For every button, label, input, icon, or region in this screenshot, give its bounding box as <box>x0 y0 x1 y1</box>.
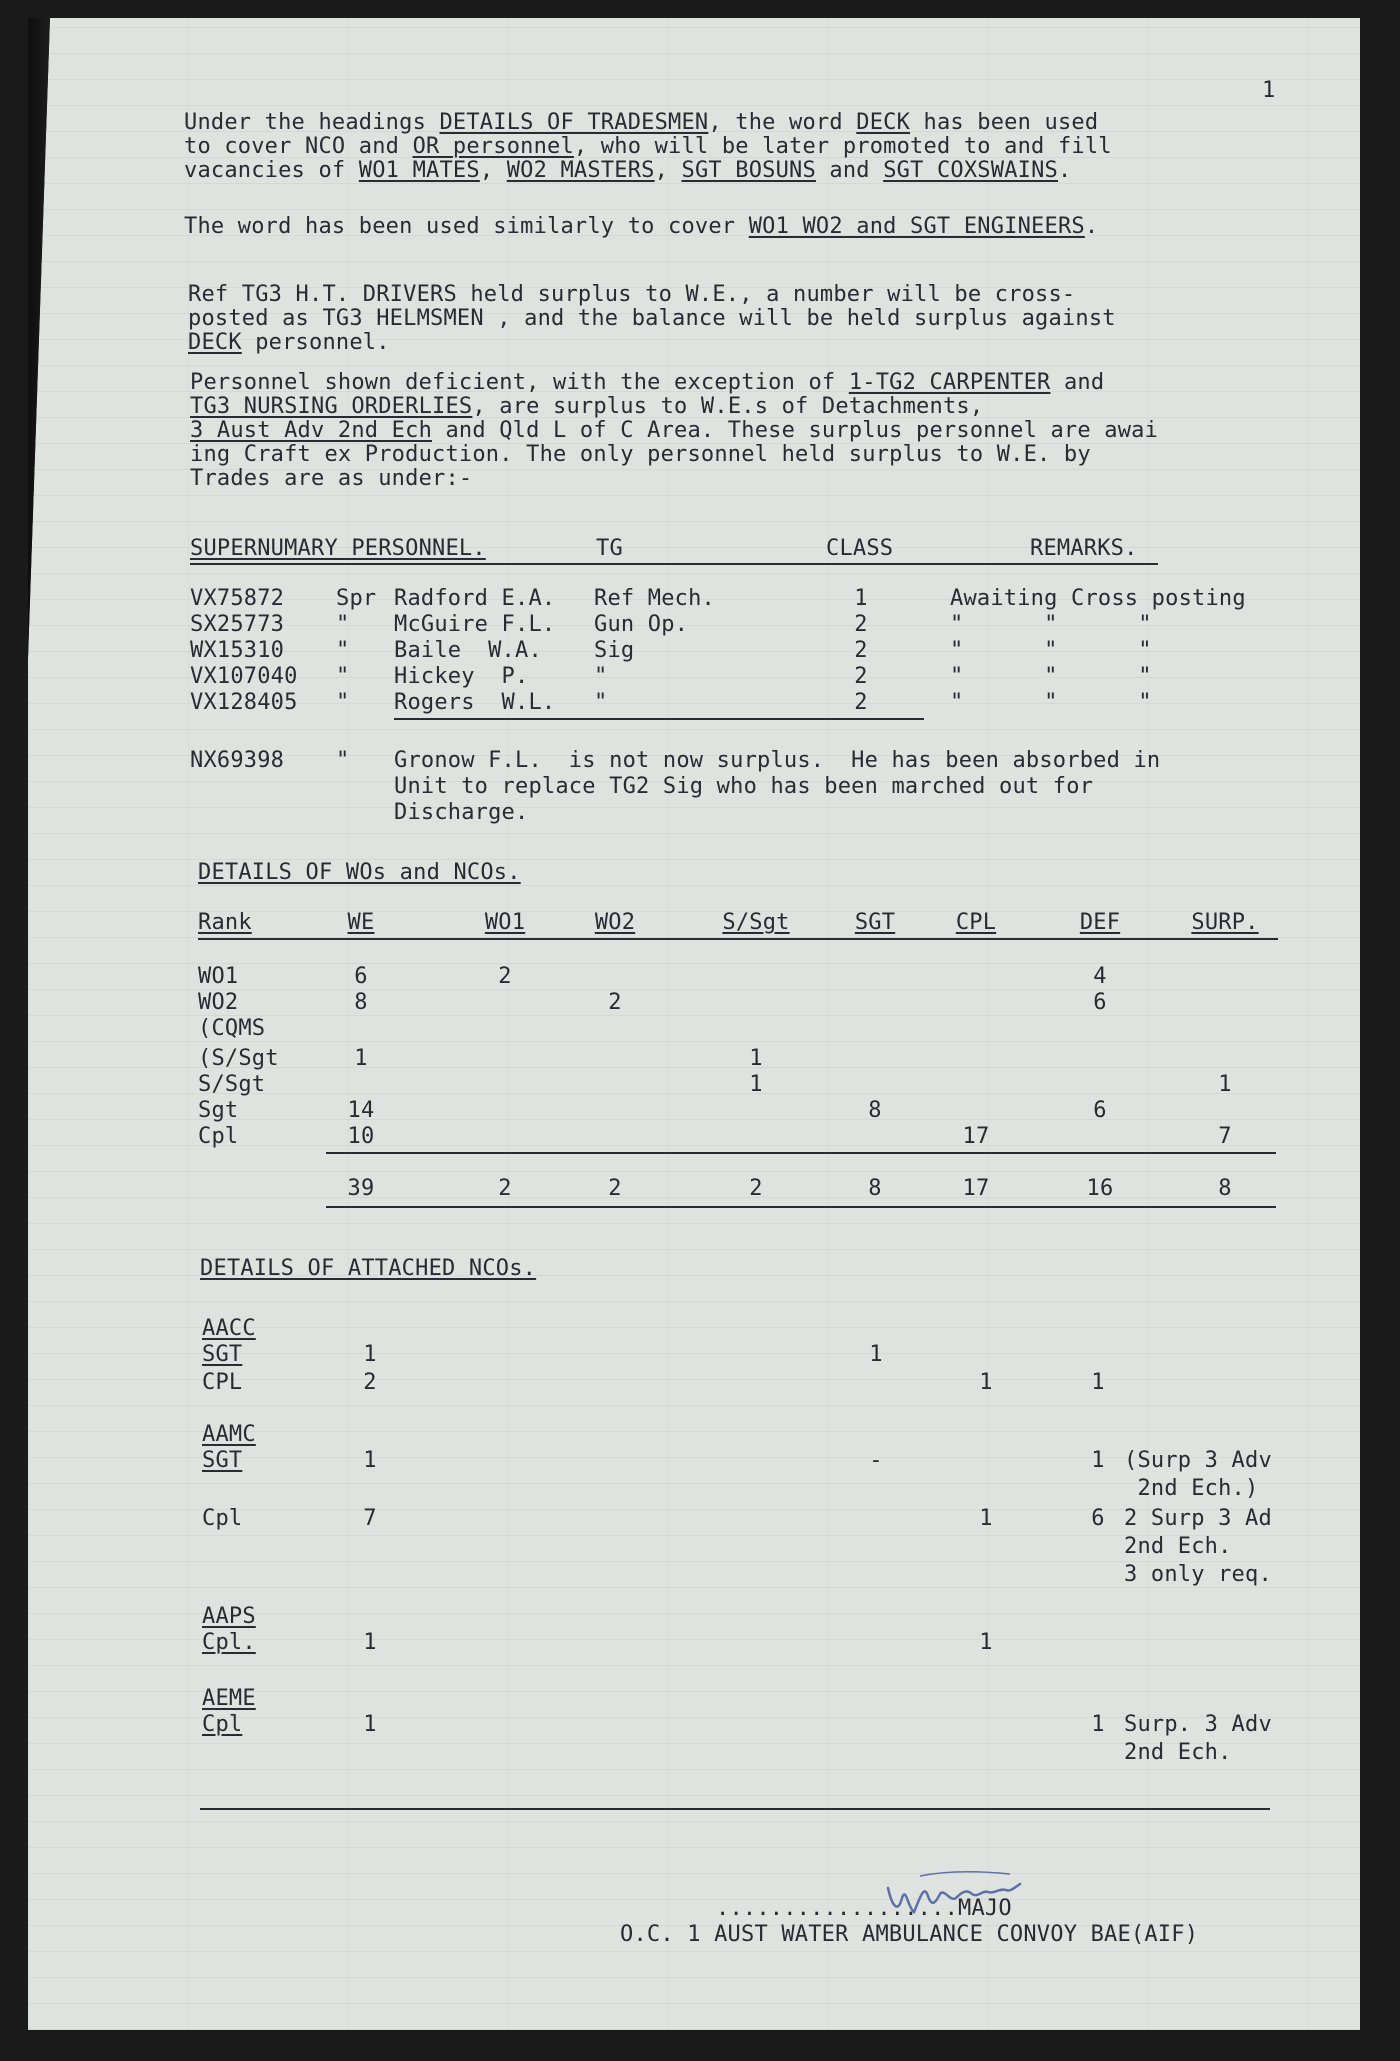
wos-value: 8 <box>868 1098 882 1123</box>
wos-value: 8 <box>354 990 368 1015</box>
attached-def: 6 <box>1091 1506 1105 1531</box>
attached-rank: CPL <box>202 1370 243 1395</box>
class-value: 1 <box>854 586 868 611</box>
page-number: 1 <box>1262 78 1276 103</box>
remarks-header: REMARKS. <box>1030 536 1138 561</box>
attached-cpl: 1 <box>979 1370 993 1395</box>
note-line: Gronow F.L. is not now surplus. He has been absorbed in <box>394 748 1161 773</box>
wos-total: 2 <box>749 1176 763 1201</box>
attached-def: 1 <box>1091 1712 1105 1737</box>
paragraph-4-line-part: 3 Aust Adv 2nd Ech <box>190 418 433 443</box>
wos-total: 2 <box>608 1176 622 1201</box>
paragraph-1-line-part: SGT BOSUNS <box>681 158 816 183</box>
paragraph-3-line <box>188 330 390 356</box>
attached-we: 2 <box>363 1370 377 1395</box>
paragraph-3-line <box>188 306 1116 332</box>
wos-value: 1 <box>749 1072 763 1097</box>
wos-value: 2 <box>498 964 512 989</box>
attached-rank: SGT <box>202 1448 243 1473</box>
paragraph-4-line-part: Trades are as under:- <box>190 466 473 491</box>
paragraph-4-line <box>190 466 472 492</box>
wos-col-header: DEF <box>1079 910 1121 935</box>
trade: Ref Mech. <box>594 586 716 611</box>
wos-header-rule <box>198 938 1278 940</box>
class-value: 2 <box>854 638 868 663</box>
attached-remark: 2 Surp 3 Ad <box>1124 1506 1272 1531</box>
paragraph-1-line-part: has been used <box>910 110 1099 135</box>
attached-sgt: - <box>869 1448 883 1473</box>
trade: Gun Op. <box>594 612 689 637</box>
wos-value: 10 <box>347 1124 375 1149</box>
wos-value: 4 <box>1093 964 1107 989</box>
paragraph-4-line-part: , are surplus to W.E.s of Detachments, <box>472 394 984 419</box>
wos-value: 17 <box>962 1124 990 1149</box>
class-value: 2 <box>854 664 868 689</box>
wos-col-header: WE <box>347 910 375 935</box>
service-number: VX128405 <box>190 690 298 715</box>
paragraph-1-line-part: , who will be later promoted to and fill <box>573 134 1112 159</box>
rank: " <box>336 638 350 663</box>
service-number: VX107040 <box>190 664 298 689</box>
paragraph-4-line <box>190 418 1158 444</box>
paragraph-1-line-part: , the word <box>708 110 857 135</box>
paragraph-4-line-part: Personnel shown deficient, with the exception of <box>190 370 849 395</box>
wos-col-header: CPL <box>955 910 997 935</box>
supernumary-header: SUPERNUMARY PERSONNEL. <box>190 536 486 561</box>
wos-bottom-rule <box>326 1206 1276 1208</box>
wos-value: 14 <box>347 1098 375 1123</box>
service-number: VX75872 <box>190 586 285 611</box>
wos-value: 6 <box>354 964 368 989</box>
corps-name: AEME <box>202 1686 256 1711</box>
wos-total: 39 <box>347 1176 375 1201</box>
wos-total: 16 <box>1086 1176 1114 1201</box>
service-number: SX25773 <box>190 612 285 637</box>
wos-rank: WO2 <box>198 990 239 1015</box>
attached-remark: 3 only req. <box>1124 1562 1272 1587</box>
wos-value: 1 <box>749 1046 763 1071</box>
attached-we: 7 <box>363 1506 377 1531</box>
name: Rogers W.L. <box>394 690 556 715</box>
paragraph-2-line-part: . <box>1084 214 1099 239</box>
name: Baile W.A. <box>394 638 542 663</box>
wos-rank: Cpl <box>198 1124 239 1149</box>
wos-table-title: DETAILS OF WOs and NCOs. <box>198 860 521 885</box>
paragraph-1-line-part: . <box>1057 158 1072 183</box>
attached-remark: (Surp 3 Adv <box>1124 1448 1272 1473</box>
name: Radford E.A. <box>394 586 556 611</box>
wos-col-header: WO2 <box>594 910 636 935</box>
rank: " <box>336 612 350 637</box>
trade: " <box>594 664 608 689</box>
note-line: Unit to replace TG2 Sig who has been marched out for <box>394 774 1094 799</box>
tg-header: TG <box>596 536 623 561</box>
paragraph-3-line <box>188 282 1075 308</box>
signature <box>880 1858 1050 1928</box>
wos-rank: S/Sgt <box>198 1072 266 1097</box>
wos-value: 6 <box>1093 990 1107 1015</box>
attached-rank: Cpl <box>202 1712 243 1737</box>
name: Hickey P. <box>394 664 529 689</box>
wos-col-header: WO1 <box>484 910 526 935</box>
paragraph-1-line-part: DETAILS OF TRADESMEN <box>439 110 709 135</box>
paragraph-1-line-part: OR personnel <box>412 134 574 159</box>
attached-remark: Surp. 3 Adv <box>1124 1712 1272 1737</box>
paragraph-4-line-part: and Qld L of C Area. These surplus personnel are awai <box>432 418 1159 443</box>
remarks: " " " <box>950 690 1152 715</box>
paragraph-4-line-part: TG3 NURSING ORDERLIES <box>190 394 473 419</box>
wos-total: 2 <box>498 1176 512 1201</box>
paragraph-4-line-part: and <box>1050 370 1105 395</box>
paragraph-1-line <box>184 110 1098 136</box>
corps-name: AAMC <box>202 1422 256 1447</box>
attached-sgt: 1 <box>869 1342 883 1367</box>
trade: " <box>594 690 608 715</box>
archive-footer <box>0 2038 1400 2061</box>
remarks: Awaiting Cross posting <box>950 586 1246 611</box>
paragraph-3-line-part: Ref TG3 H.T. DRIVERS held surplus to W.E., a number will be cross- <box>188 282 1076 307</box>
class-header: CLASS <box>826 536 894 561</box>
paragraph-1-line <box>184 158 1071 184</box>
paragraph-1-line-part: and <box>815 158 884 183</box>
wos-col-header: Rank <box>198 910 252 935</box>
wos-rank: (CQMS <box>198 1016 266 1041</box>
closing-rule <box>200 1808 1270 1810</box>
paragraph-4-line <box>190 442 1091 468</box>
attached-def: 1 <box>1091 1370 1105 1395</box>
note-service-number: NX69398 <box>190 748 285 773</box>
wos-rank: Sgt <box>198 1098 239 1123</box>
paragraph-2-line-part: WO1 WO2 and SGT ENGINEERS <box>748 214 1085 239</box>
paragraph-1-line-part: SGT COXSWAINS <box>883 158 1058 183</box>
supernumary-bottom-rule <box>394 718 924 720</box>
attached-rank: Cpl. <box>202 1630 256 1655</box>
paragraph-1-line-part: , <box>654 158 682 183</box>
rank: " <box>336 664 350 689</box>
attached-remark: 2nd Ech. <box>1124 1740 1232 1765</box>
attached-rank: Cpl <box>202 1506 243 1531</box>
attached-cpl: 1 <box>979 1506 993 1531</box>
signature-rank-line: ..................MAJO <box>716 1896 1012 1921</box>
wos-value: 1 <box>1218 1072 1232 1097</box>
remarks: " " " <box>950 664 1152 689</box>
note-line: Discharge. <box>394 800 529 825</box>
wos-col-header: SURP. <box>1191 910 1259 935</box>
wos-rank: (S/Sgt <box>198 1046 279 1071</box>
paragraph-2-line <box>184 214 1098 240</box>
paragraph-4-line <box>190 370 1104 396</box>
name: McGuire F.L. <box>394 612 556 637</box>
class-value: 2 <box>854 690 868 715</box>
note-rank: " <box>336 748 350 773</box>
attached-title: DETAILS OF ATTACHED NCOs. <box>200 1256 537 1281</box>
attached-rank: SGT <box>202 1342 243 1367</box>
paragraph-1-line-part: WO2 MASTERS <box>506 158 655 183</box>
paragraph-1-line-part: , <box>479 158 507 183</box>
trade: Sig <box>594 638 635 663</box>
attached-we: 1 <box>363 1342 377 1367</box>
supernumary-header-rule <box>190 563 1158 565</box>
attached-we: 1 <box>363 1630 377 1655</box>
wos-value: 1 <box>354 1046 368 1071</box>
paragraph-3-line-part: personnel. <box>241 330 390 355</box>
wos-total: 8 <box>1218 1176 1232 1201</box>
attached-remark: 2nd Ech.) <box>1124 1476 1259 1501</box>
wos-rank: WO1 <box>198 964 239 989</box>
wos-col-header: S/Sgt <box>722 910 790 935</box>
paragraph-1-line-part: to cover NCO and <box>184 134 413 159</box>
rank: " <box>336 690 350 715</box>
corps-name: AACC <box>202 1316 256 1341</box>
attached-def: 1 <box>1091 1448 1105 1473</box>
attached-cpl: 1 <box>979 1630 993 1655</box>
attached-we: 1 <box>363 1448 377 1473</box>
paragraph-3-line-part: posted as TG3 HELMSMEN , and the balance will be held surplus against <box>188 306 1116 331</box>
wos-total-rule <box>326 1152 1276 1154</box>
class-value: 2 <box>854 612 868 637</box>
paragraph-4-line-part: ing Craft ex Production. The only personnel held surplus to W.E. by <box>190 442 1091 467</box>
wos-col-header: SGT <box>854 910 896 935</box>
paragraph-1-line <box>184 134 1112 160</box>
remarks: " " " <box>950 638 1152 663</box>
paragraph-1-line-part: WO1 MATES <box>358 158 480 183</box>
wos-value: 2 <box>608 990 622 1015</box>
signature-title: O.C. 1 AUST WATER AMBULANCE CONVOY BAE(AIF) <box>620 1922 1199 1947</box>
paragraph-1-line-part: vacancies of <box>184 158 359 183</box>
wos-total: 17 <box>962 1176 990 1201</box>
paragraph-3-line-part: DECK <box>188 330 242 355</box>
paragraph-2-line-part: The word has been used similarly to cover <box>184 214 749 239</box>
corps-name: AAPS <box>202 1604 256 1629</box>
wos-value: 7 <box>1218 1124 1232 1149</box>
wos-value: 6 <box>1093 1098 1107 1123</box>
paragraph-1-line-part: DECK <box>856 110 911 135</box>
paragraph-4-line <box>190 394 983 420</box>
service-number: WX15310 <box>190 638 285 663</box>
attached-we: 1 <box>363 1712 377 1737</box>
paragraph-4-line-part: 1-TG2 CARPENTER <box>848 370 1051 395</box>
remarks: " " " <box>950 612 1152 637</box>
paragraph-1-line-part: Under the headings <box>184 110 440 135</box>
rank: Spr <box>336 586 377 611</box>
wos-total: 8 <box>868 1176 882 1201</box>
attached-remark: 2nd Ech. <box>1124 1534 1232 1559</box>
